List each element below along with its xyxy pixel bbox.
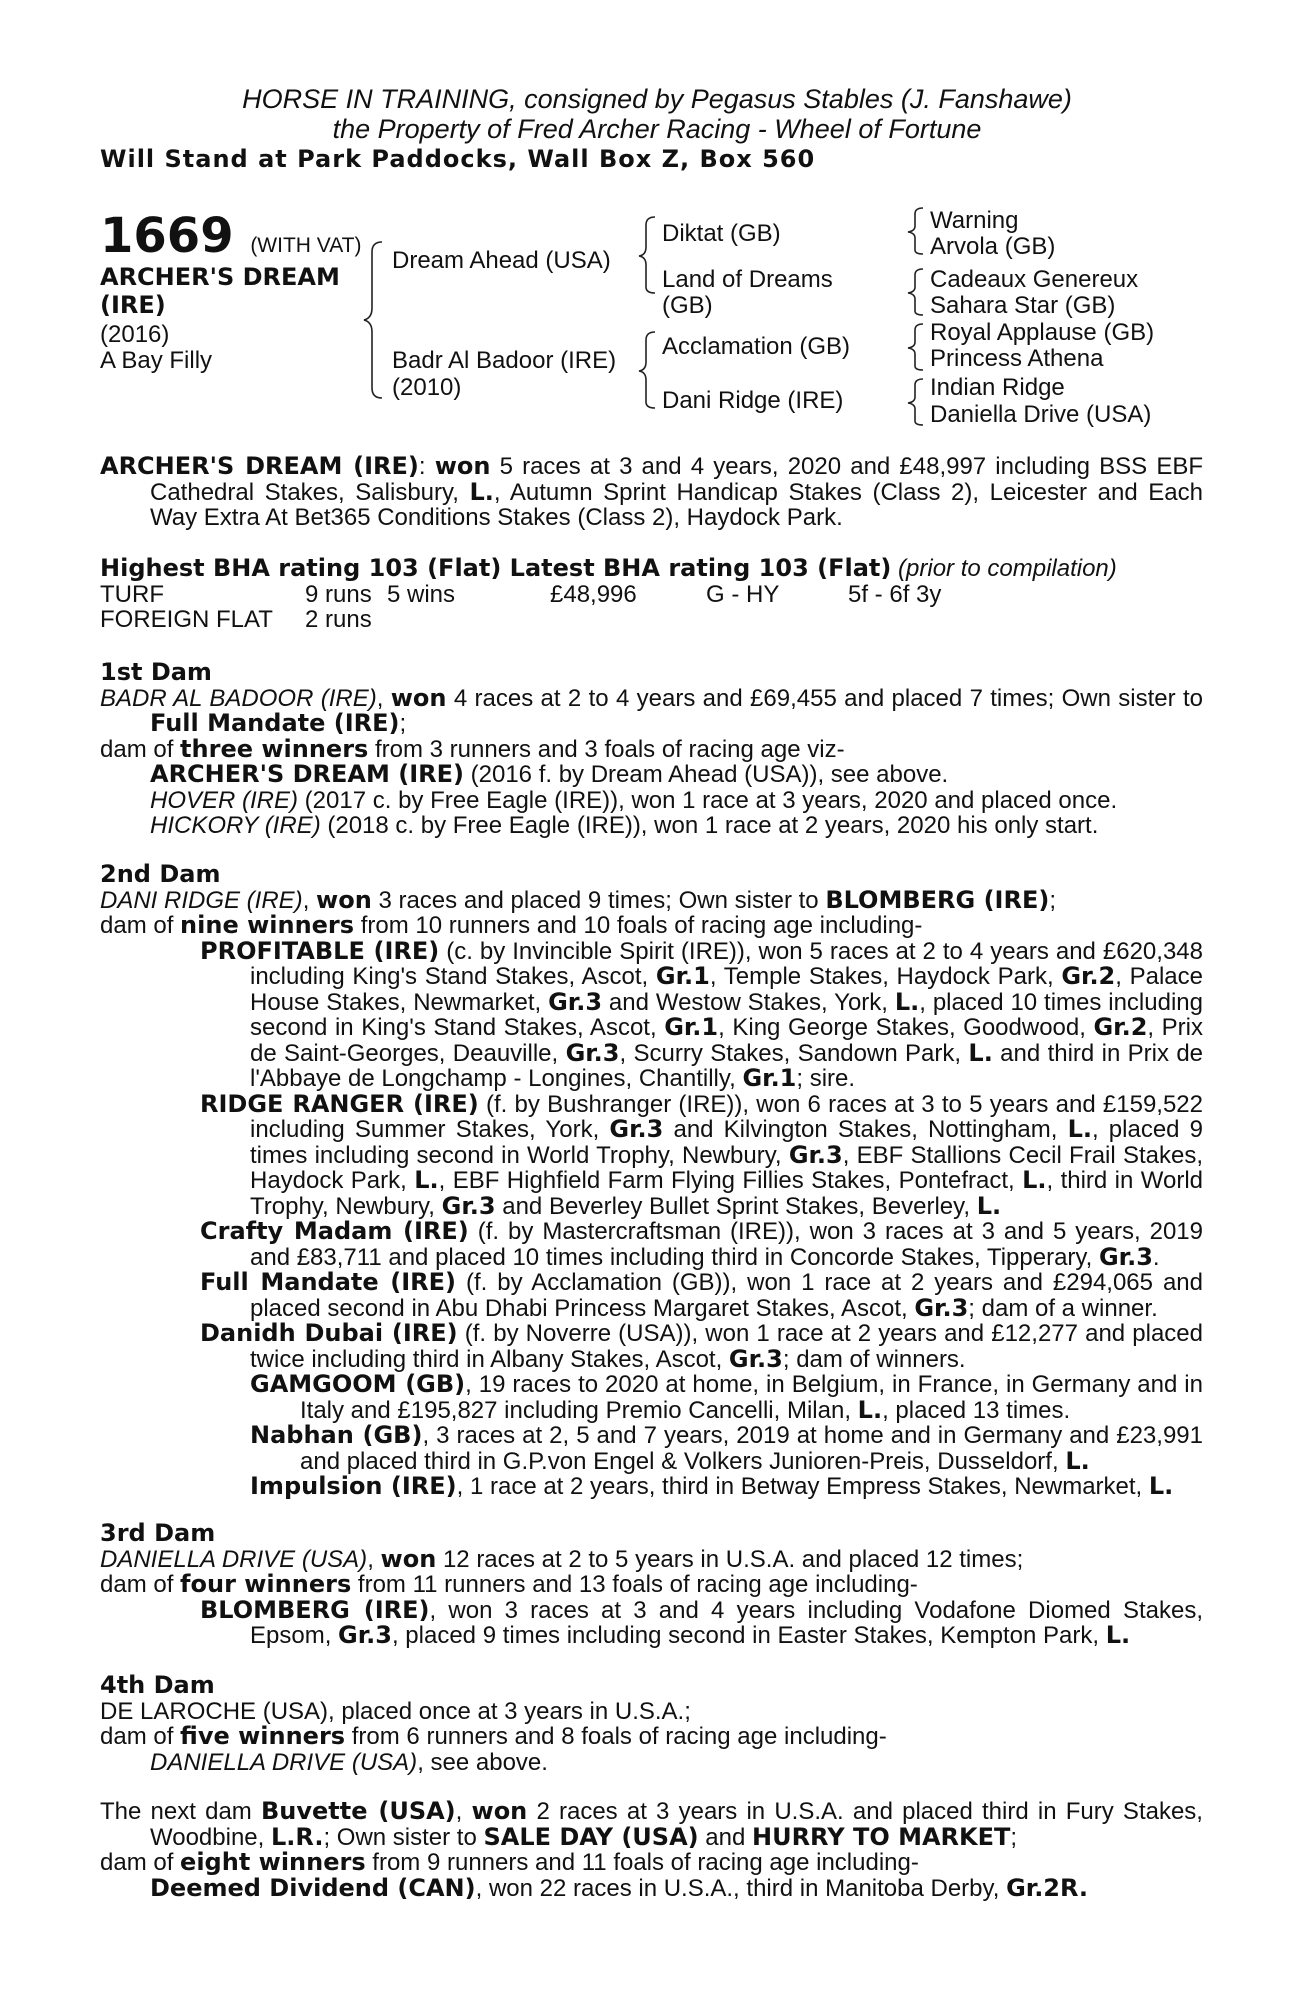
- lot-number: 1669: [100, 208, 234, 264]
- progeny-3-text: (2018 c. by Free Eagle (IRE)), won 1 race at 2 years, 2020 his only start.: [320, 812, 1099, 839]
- grade-badge: Gr.3: [788, 1140, 843, 1169]
- third-dam-dam-of-rest: from 11 runners and 13 foals of racing age including-: [351, 1571, 918, 1598]
- third-dam-won: won: [380, 1544, 437, 1573]
- full-mandate-name: Full Mandate (IRE): [200, 1268, 457, 1296]
- progeny-1-text: (2016 f. by Dream Ahead (USA)), see above.: [463, 761, 949, 788]
- profitable-name: PROFITABLE (IRE): [200, 936, 440, 965]
- deemed-dividend-name: Deemed Dividend (CAN): [150, 1873, 476, 1902]
- sire-dam-dam: Sahara Star (GB): [930, 292, 1116, 319]
- profitable-text-8: , Scurry Stakes, Sandown Park,: [619, 1039, 969, 1067]
- dam-name-line-1: Badr Al Badoor (IRE): [392, 347, 617, 374]
- turf-runs: 9 runs: [305, 581, 372, 608]
- next-dam-won: won: [471, 1797, 528, 1825]
- profitable-text-10: ; sire.: [796, 1065, 856, 1092]
- next-dam-text-3: 2 races at 3 years in U.S.A. and placed third in Fury Stakes, Woodbine,: [150, 1798, 1203, 1851]
- gamgoom-text-1: , 19 races to 2020 at home, in Belgium, in France, in Germany and in Italy and £195,827 including Premio Cancelli, Milan,: [300, 1371, 1203, 1424]
- listed-badge: L.: [857, 1395, 883, 1424]
- impulsion-name: Impulsion (IRE): [250, 1472, 457, 1500]
- ranger-text-4: , EBF Stallions Cecil Frail Stakes, Haydock Park,: [250, 1141, 1203, 1194]
- sale-day-name: SALE DAY (USA): [483, 1822, 699, 1851]
- grade-badge: Gr.3: [914, 1293, 969, 1322]
- next-dam-section: [100, 1799, 1203, 1901]
- second-dam-won: won: [316, 885, 372, 914]
- sire-sire-sire: Warning: [930, 207, 1019, 234]
- danidh-dubai-name: Danidh Dubai (IRE): [200, 1319, 458, 1347]
- first-dam-dam-of-rest: from 3 runners and 3 foals of racing age viz-: [368, 735, 845, 763]
- danidh-dubai-entry: [100, 1321, 1203, 1372]
- grade-badge: Gr.2: [1061, 962, 1116, 990]
- first-dam-sister: Full Mandate (IRE): [150, 709, 400, 737]
- progeny-2-text: (2017 c. by Free Eagle (IRE)), won 1 race at 3 years, 2020 and placed once.: [298, 786, 1118, 814]
- ranger-text-5: , EBF Highfield Farm Flying Fillies Stakes, Pontefract,: [438, 1167, 1023, 1194]
- danidh-text-1: (f. by Noverre (USA)), won 1 race at 2 years and £12,277 and placed twice including third in Albany Stakes, Ascot,: [250, 1320, 1203, 1373]
- profitable-text-2: , Temple Stakes, Haydock Park,: [709, 963, 1062, 990]
- listed-badge: L.: [1105, 1621, 1131, 1649]
- grade-badge: Gr.2R.: [1006, 1873, 1089, 1902]
- first-dam-winners: three winners: [180, 734, 369, 763]
- fourth-dam-dam-of: dam of: [100, 1723, 181, 1750]
- header-line-1: HORSE IN TRAINING, consigned by Pegasus Stables (J. Fanshawe): [242, 84, 1072, 114]
- blomberg-text-1: , won 3 races at 3 and 4 years including Vodafone Diomed Stakes, Epsom,: [250, 1596, 1203, 1649]
- third-dam-text: 12 races at 2 to 5 years in U.S.A. and placed 12 times;: [436, 1545, 1024, 1573]
- summary-won: won: [434, 452, 491, 480]
- listed-badge: L.: [968, 1038, 993, 1067]
- grade-badge: Gr.3: [338, 1621, 392, 1649]
- first-dam-semi: ;: [399, 710, 407, 737]
- sire-name: Dream Ahead (USA): [392, 247, 611, 274]
- blomberg-entry: [100, 1595, 1203, 1649]
- first-dam-dam-of: dam of: [100, 735, 181, 763]
- ranger-text-1: (f. by Bushranger (IRE)), won 6 races at 3 to 5 years and £159,522 including Summer Stakes, York,: [250, 1090, 1204, 1143]
- foreign-label: FOREIGN FLAT: [100, 606, 273, 633]
- grade-badge: Gr.3: [565, 1038, 620, 1067]
- listed-badge: L.: [1022, 1166, 1047, 1194]
- mandate-text-1: (f. by Acclamation (GB)), won 1 race at 2 years and £294,065 and placed second in Abu Dhabi Princess Margaret Stakes, Ascot,: [250, 1269, 1203, 1322]
- dam-dam: Dani Ridge (IRE): [662, 387, 844, 414]
- second-dam-semi: ;: [1049, 886, 1056, 914]
- fourth-dam-line: DE LAROCHE (USA), placed once at 3 years in U.S.A.;: [100, 1697, 691, 1725]
- turf-label: TURF: [100, 581, 164, 608]
- dam-dam-dam: Daniella Drive (USA): [930, 401, 1152, 428]
- pedigree-brace-2a: [635, 215, 661, 295]
- next-dam-text-5: and: [698, 1823, 752, 1851]
- ridge-ranger-name: RIDGE RANGER (IRE): [200, 1089, 479, 1118]
- third-dam-title: 3rd Dam: [100, 1519, 216, 1547]
- turf-money: £48,996: [550, 581, 637, 608]
- first-dam-won: won: [390, 683, 447, 712]
- third-dam-name: DANIELLA DRIVE (USA): [100, 1545, 368, 1573]
- crafty-madam-name: Crafty Madam (IRE): [200, 1217, 469, 1245]
- profitable-entry: [100, 936, 1204, 1092]
- listed-restricted-badge: L.R.: [270, 1822, 324, 1851]
- summary-horse-name: ARCHER'S DREAM (IRE): [100, 452, 419, 480]
- grade-badge: Gr.1: [742, 1064, 797, 1092]
- nabhan-entry: [100, 1423, 1203, 1474]
- nabhan-text-1: , 3 races at 2, 5 and 7 years, 2019 at home and in Germany and £23,991 and placed third in G.P.von Engel & Volkers Junioren-Preis, Dusseldorf,: [300, 1422, 1203, 1475]
- listed-badge: L.: [976, 1191, 1002, 1220]
- listed-badge: L.: [1065, 1446, 1090, 1475]
- grade-badge: Gr.3: [548, 987, 603, 1016]
- dam-sire: Acclamation (GB): [662, 333, 851, 360]
- gamgoom-name: GAMGOOM (GB): [250, 1370, 466, 1398]
- second-dam-dam-of: dam of: [100, 912, 181, 939]
- grade-badge: Gr.3: [728, 1344, 783, 1373]
- profitable-text-3: , Palace House Stakes, Newmarket,: [250, 963, 1204, 1016]
- first-dam-title: 1st Dam: [100, 658, 212, 686]
- mandate-text-2: ; dam of a winner.: [968, 1294, 1158, 1322]
- next-dam-comma: ,: [455, 1798, 472, 1825]
- madam-text-1: (f. by Mastercraftsman (IRE)), won 3 races at 3 and 5 years, 2019 and £83,711 and placed 10 times including third in Concorde Stakes, Tipperary,: [250, 1218, 1203, 1271]
- next-dam-winners: eight winners: [180, 1848, 366, 1876]
- profitable-text-7: , Prix de Saint-Georges, Deauville,: [250, 1014, 1203, 1067]
- listed-badge: L.: [1148, 1472, 1174, 1500]
- sire-sire-dam: Arvola (GB): [930, 233, 1056, 260]
- profitable-text-1: (c. by Invincible Spirit (IRE)), won 5 races at 2 to 4 years and £620,348 including King's Stand Stakes, Ascot,: [250, 937, 1203, 990]
- turf-going: G - HY: [706, 581, 780, 608]
- nabhan-name: Nabhan (GB): [250, 1421, 423, 1449]
- third-dam-winners: four winners: [180, 1570, 352, 1598]
- fourth-dam-winners: five winners: [180, 1722, 346, 1750]
- next-dam-intro: The next dam: [100, 1798, 261, 1825]
- danidh-text-2: ; dam of winners.: [782, 1345, 966, 1373]
- grade-badge: Gr.1: [664, 1013, 719, 1041]
- summary-text-2: , Autumn Sprint Handicap Stakes (Class 2), Leicester and Each Way Extra At Bet365 Conditions Stakes (Class 2), Haydock Park.: [150, 478, 1203, 531]
- pedigree-brace-1: [360, 240, 390, 400]
- horse-name-line-2: (IRE): [100, 291, 166, 319]
- gamgoom-text-2: , placed 13 times.: [882, 1396, 1071, 1424]
- rating-label: Highest BHA rating 103 (Flat) Latest BHA rating 103 (Flat): [100, 554, 892, 582]
- second-dam-dam-of-rest: from 10 runners and 10 foals of racing age including-: [354, 912, 923, 939]
- foreign-runs: 2 runs: [305, 606, 372, 633]
- vat-note: (WITH VAT): [250, 234, 362, 257]
- race-summary: ARCHER'S DREAM (IRE): won 5 races at 3 and 4 years, 2020 and £48,997 including BSS EBF Cathedral Stakes, Salisbury, L., Autumn Sprint Handicap Stakes (Class 2), Leicester and Each Way Extra At Bet365 Conditions Stakes (Class 2), Haydock Park.: [100, 452, 1203, 531]
- summary-listed: L.: [469, 477, 494, 506]
- fourth-dam-progeny-name: DANIELLA DRIVE (USA): [150, 1748, 418, 1776]
- grade-badge: Gr.2: [1093, 1013, 1148, 1041]
- next-dam-dam-of: dam of: [100, 1849, 181, 1876]
- dam-sire-sire: Royal Applause (GB): [930, 319, 1155, 346]
- next-dam-text-6: ;: [1010, 1823, 1018, 1851]
- dam-sire-dam: Princess Athena: [930, 345, 1104, 372]
- grade-badge: Gr.3: [1098, 1242, 1153, 1271]
- first-dam-section: 1st Dam BADR AL BADOOR (IRE), won 4 races at 2 to 4 years and £69,455 and placed 7 times; Own sister to Full Mandate (IRE); dam of three winners from 3 runners and 3 foals of racing age viz- ARCHER'S DREAM (IRE) (2016 f. by Dream Ahead (USA)), see above. HOVER (IRE) (2017 c. by Free Eagle (IRE)), won 1 race at 3 years, 2020 and placed once. HICKORY (IRE) (2018 c. by Free Eagle (IRE)), won 1 race at 2 years, 2020 his only start.: [100, 658, 1203, 839]
- dam-dam-sire: Indian Ridge: [930, 374, 1065, 401]
- sire-dam-sire: Cadeaux Genereux: [930, 266, 1139, 293]
- profitable-text-9: and third in Prix de l'Abbaye de Longchamp - Longines, Chantilly,: [250, 1039, 1204, 1092]
- fourth-dam-progeny-text: , see above.: [417, 1748, 548, 1776]
- progeny-1-name: ARCHER'S DREAM (IRE): [150, 760, 464, 788]
- next-dam-dam-of-rest: from 9 runners and 11 foals of racing age including-: [365, 1849, 919, 1876]
- deemed-text-1: , won 22 races in U.S.A., third in Manitoba Derby,: [475, 1874, 1007, 1902]
- fourth-dam-dam-of-rest: from 6 runners and 8 foals of racing age including-: [345, 1723, 887, 1750]
- next-dam-name: Buvette (USA): [260, 1797, 456, 1825]
- progeny-3-name: HICKORY (IRE): [150, 812, 321, 839]
- profitable-text-4: and Westow Stakes, York,: [602, 988, 895, 1016]
- ranger-text-3: , placed 9 times including second in World Trophy, Newbury,: [250, 1116, 1203, 1169]
- grade-badge: Gr.3: [609, 1115, 664, 1143]
- ridge-ranger-entry: [100, 1089, 1204, 1220]
- profitable-text-5: , placed 10 times including second in King's Stand Stakes, Ascot,: [250, 988, 1203, 1041]
- turf-distance: 5f - 6f 3y: [848, 581, 942, 608]
- pedigree-brace-3a: [905, 206, 927, 256]
- profitable-text-6: , King George Stakes, Goodwood,: [718, 1014, 1094, 1041]
- second-dam-text: 3 races and placed 9 times; Own sister to: [371, 886, 826, 914]
- progeny-2-name: HOVER (IRE): [150, 786, 299, 814]
- turf-wins: 5 wins: [387, 581, 456, 608]
- pedigree-brace-3c: [905, 322, 927, 372]
- grade-badge: Gr.1: [655, 962, 710, 990]
- hurry-to-market-name: HURRY TO MARKET: [752, 1822, 1011, 1851]
- fourth-dam-section: [100, 1673, 1203, 1775]
- first-dam-text: 4 races at 2 to 4 years and £69,455 and placed 7 times; Own sister to: [446, 684, 1203, 712]
- rating-line: [100, 556, 1203, 582]
- ranger-text-6: , third in World Trophy, Newbury,: [250, 1167, 1203, 1220]
- fourth-dam-title: 4th Dam: [100, 1671, 215, 1699]
- stand-location: Will Stand at Park Paddocks, Wall Box Z, Box 560: [100, 145, 816, 173]
- rating-note: (prior to compilation): [898, 555, 1117, 582]
- listed-badge: L.: [894, 987, 920, 1016]
- pedigree-brace-3b: [905, 267, 927, 317]
- next-dam-text-4: ; Own sister to: [323, 1823, 484, 1851]
- horse-description: A Bay Filly: [100, 347, 213, 374]
- second-dam-winners: nine winners: [180, 911, 355, 939]
- pedigree-brace-2b: [635, 330, 661, 410]
- ranger-text-7: and Beverley Bullet Sprint Stakes, Beverley,: [495, 1192, 977, 1220]
- listed-badge: L.: [414, 1166, 439, 1194]
- grade-badge: Gr.3: [441, 1191, 496, 1220]
- pedigree-brace-3d: [905, 377, 927, 427]
- impulsion-text-1: , 1 race at 2 years, third in Betway Empress Stakes, Newmarket,: [456, 1473, 1149, 1500]
- second-dam-name: DANI RIDGE (IRE): [100, 886, 303, 914]
- listed-badge: L.: [1067, 1115, 1092, 1143]
- third-dam-dam-of: dam of: [100, 1571, 181, 1598]
- foaling-year: (2016): [100, 321, 170, 348]
- first-dam-name: BADR AL BADOOR (IRE): [100, 684, 377, 712]
- blomberg-text-2: , placed 9 times including second in Easter Stakes, Kempton Park,: [391, 1622, 1106, 1649]
- sire-sire: Diktat (GB): [662, 220, 781, 247]
- horse-name-line-1: ARCHER'S DREAM: [100, 263, 340, 291]
- second-dam-title: 2nd Dam: [100, 860, 221, 888]
- full-mandate-entry: [100, 1270, 1203, 1321]
- blomberg-name: BLOMBERG (IRE): [200, 1595, 430, 1624]
- madam-text-2: .: [1152, 1243, 1160, 1271]
- second-dam-sister: BLOMBERG (IRE): [825, 885, 1050, 914]
- second-dam-section: 2nd Dam DANI RIDGE (IRE), won 3 races and placed 9 times; Own sister to BLOMBERG (IRE); dam of nine winners from 10 runners and 10 foals of racing age including- PROFITABLE (IRE) (c. by Invincible Spirit (IRE)), won 5 races at 2 to 4 years and £620,348 including King's Stand Stakes, Ascot, Gr.1, Temple Stakes, Haydock Park, Gr.2, Palace House Stakes, Newmarket, Gr.3 and Westow Stakes, York, L., placed 10 times including second in King's Stand Stakes, Ascot, Gr.1, King George Stakes, Goodwood, Gr.2, Prix de Saint-Georges, Deauville, Gr.3, Scurry Stakes, Sandown Park, L. and third in Prix de l'Abbaye de Longchamp - Longines, Chantilly, Gr.1; sire. RIDGE RANGER (IRE) (f. by Bushranger (IRE)), won 6 races at 3 to 5 years and £159,522 including Summer Stakes, York, Gr.3 and Kilvington Stakes, Nottingham, L., placed 9 times including second in World Trophy, Newbury, Gr.3, EBF Stallions Cecil Frail Stakes, Haydock Park, L., EBF Highfield Farm Flying Fillies Stakes, Pontefract, L., third in World Trophy, Newbury, Gr.3 and Beverley Bullet Sprint Stakes, Beverley, L. Crafty Madam (IRE) (f. by Mastercraftsman (IRE)), won 3 races at 3 and 5 years, 2019 and £83,711 and placed 10 times including third in Concorde Stakes, Tipperary, Gr.3. Full Mandate (IRE) (f. by Acclamation (GB)), won 1 race at 2 years and £294,065 and placed second in Abu Dhabi Princess Margaret Stakes, Ascot, Gr.3; dam of a winner. Danidh Dubai (IRE) (f. by Noverre (USA)), won 1 race at 2 years and £12,277 and placed twice including third in Albany Stakes, Ascot, Gr.3; dam of winners. GAMGOOM (GB), 19 races to 2020 at home, in Belgium, in France, in Germany and in Italy and £195,827 including Premio Cancelli, Milan, L., placed 13 times. Nabhan (GB), 3 races at 2, 5 and 7 years, 2019 at home and in Germany and £23,991 and placed third in G.P.von Engel & Volkers Junioren-Preis, Dusseldorf, L. Impulsion (IRE), 1 race at 2 years, third in Betway Empress Stakes, Newmarket, L.: [100, 860, 1204, 1500]
- sire-dam-line-2: (GB): [662, 292, 713, 319]
- third-dam-section: 3rd Dam DANIELLA DRIVE (USA), won 12 races at 2 to 5 years in U.S.A. and placed 12 times; dam of four winners from 11 runners and 13 foals of racing age including- BLOMBERG (IRE), won 3 races at 3 and 4 years including Vodafone Diomed Stakes, Epsom, Gr.3, placed 9 times including second in Easter Stakes, Kempton Park, L.: [100, 1519, 1203, 1649]
- summary-text-1: 5 races at 3 and 4 years, 2020 and £48,997 including BSS EBF Cathedral Stakes, Salisbury,: [150, 453, 1203, 506]
- crafty-madam-entry: [100, 1219, 1203, 1270]
- dam-name-line-2: (2010): [392, 374, 462, 401]
- header-line-2: the Property of Fred Archer Racing - Wheel of Fortune: [332, 114, 982, 144]
- gamgoom-entry: [100, 1372, 1203, 1423]
- sire-dam-line-1: Land of Dreams: [662, 266, 833, 293]
- impulsion-entry: [100, 1474, 1203, 1500]
- ranger-text-2: and Kilvington Stakes, Nottingham,: [663, 1116, 1068, 1143]
